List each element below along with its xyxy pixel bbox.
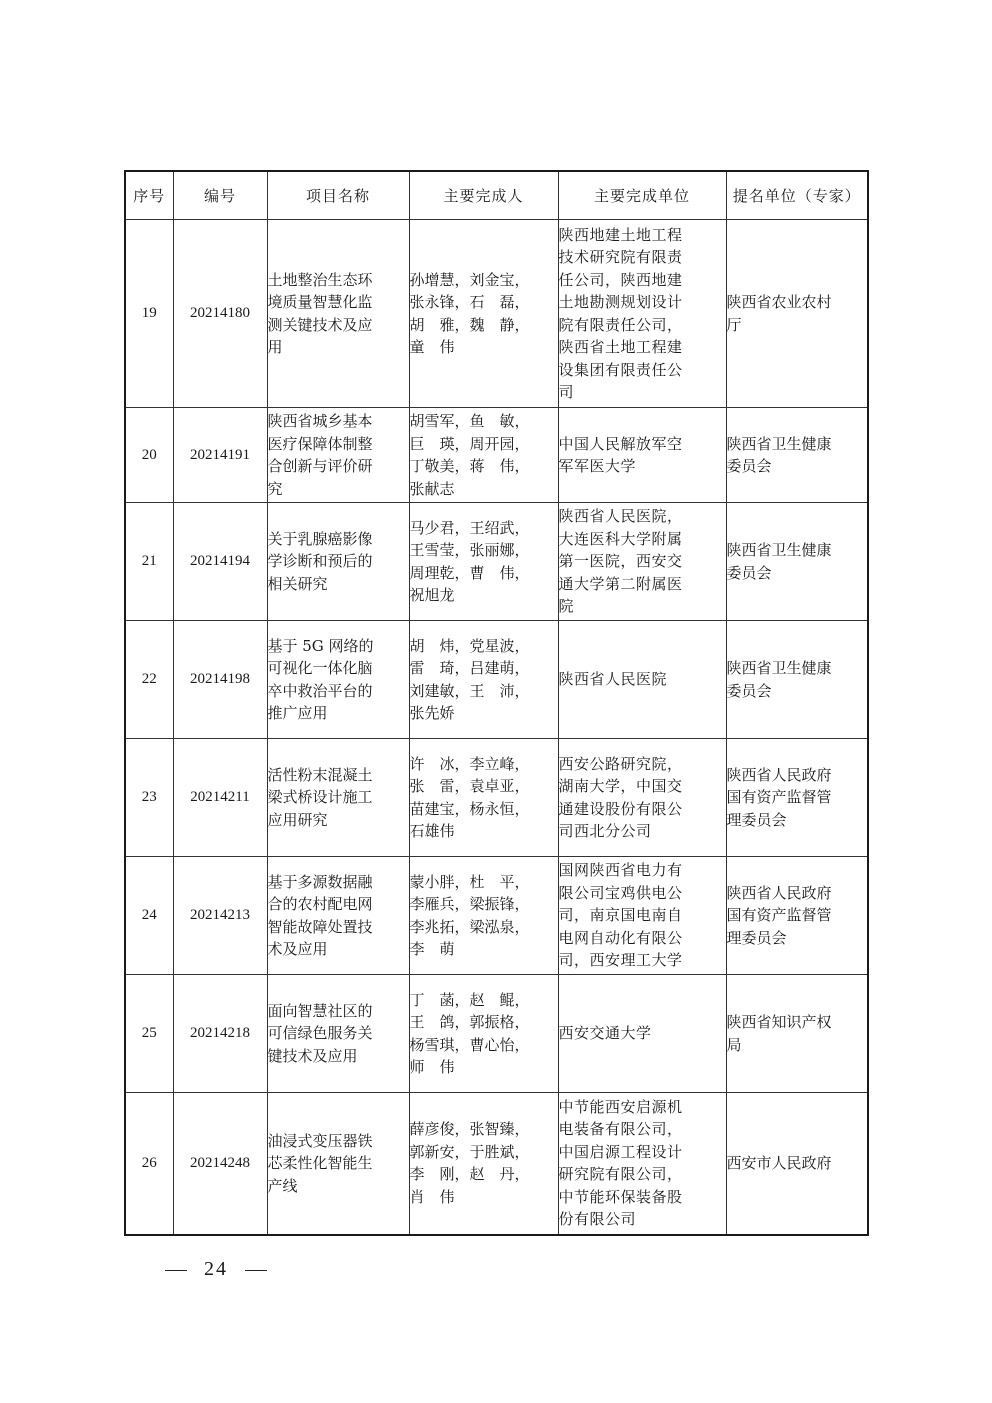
cell-line: 相关研究 (267, 574, 328, 593)
cell-line: 司，西安理工大学 (558, 951, 683, 970)
cell-line: 可视化一体化脑 (267, 659, 373, 677)
page-footer (155, 1258, 277, 1281)
table-row (125, 408, 868, 503)
cell-line: 基于 5G 网络的 (267, 636, 374, 655)
cell-line: 石雄伟 (409, 822, 455, 840)
cell-nominator (726, 621, 868, 739)
cell-line: 设集团有限责任公 (558, 360, 683, 379)
cell-main-units (558, 408, 726, 503)
cell-line: 陕西省知识产权 (726, 1013, 832, 1031)
cell-line: 湖南大学，中国交 (558, 777, 683, 795)
cell-line: 委员会 (726, 681, 772, 700)
cell-line: 院 (558, 597, 575, 616)
cell-line: 通建设股份有限公 (558, 799, 683, 818)
cell-line: 梁式桥设计施工 (267, 788, 373, 807)
cell-nominator (726, 408, 868, 503)
cell-line: 测关键技术及应 (267, 315, 373, 334)
header-seq: 序号 (125, 171, 173, 220)
cell-line: 张献志 (409, 479, 455, 498)
cell-line: 祝旭龙 (409, 586, 455, 604)
cell-line: 陕西省土地工程建 (558, 338, 683, 356)
cell-line: 陕西省农业农村 (726, 293, 832, 311)
cell-main-units (558, 503, 726, 621)
cell-line: 张先娇 (409, 704, 455, 722)
cell-line: 陕西地建土地工程 (558, 225, 683, 244)
header-main-people: 主要完成人 (409, 171, 558, 220)
cell-line: 李 萌 (409, 940, 455, 958)
cell-line: 通大学第二附属医 (558, 574, 683, 593)
table-row (125, 621, 868, 739)
cell-line: 合的农村配电网 (267, 895, 373, 913)
cell-line: 可信绿色服务关 (267, 1024, 373, 1043)
cell-line: 基于多源数据融 (267, 872, 373, 891)
header-nominator: 提名单位（专家） (726, 171, 868, 220)
cell-line: 究 (267, 479, 283, 498)
cell-line: 许 冰，李立峰， (409, 754, 530, 773)
cell-line: 周理乾，曹 伟， (409, 563, 530, 582)
cell-line: 张 雷，袁卓亚， (409, 777, 530, 795)
cell-code: 20214248 (173, 1093, 267, 1235)
cell-line: 王雪莹，张丽娜， (409, 541, 530, 559)
cell-line: 西安市人民政府 (726, 1154, 832, 1172)
cell-main-people (409, 408, 558, 503)
cell-line: 境质量智慧化监 (267, 293, 373, 311)
cell-line: 限公司宝鸡供电公 (558, 883, 683, 902)
cell-line: 司西北分公司 (558, 822, 652, 840)
cell-line: 局 (726, 1035, 742, 1054)
cell-line: 陕西省人民医院， (558, 507, 683, 526)
cell-main-units (558, 739, 726, 857)
table-row (125, 857, 868, 975)
cell-main-units (558, 1093, 726, 1235)
cell-project-name (267, 503, 409, 621)
cell-line: 胡 雅，魏 静， (409, 315, 530, 334)
table-row (125, 975, 868, 1093)
cell-project-name (267, 857, 409, 975)
cell-project-name (267, 1093, 409, 1235)
cell-line: 司，南京国电南自 (558, 906, 683, 925)
cell-line: 郭新安，于胜斌， (409, 1142, 530, 1161)
cell-nominator (726, 975, 868, 1093)
cell-line: 雷 琦，吕建萌， (409, 659, 530, 677)
cell-line: 第一医院，西安交 (558, 552, 683, 571)
cell-line: 理委员会 (726, 810, 787, 829)
cell-line: 陕西省卫生健康 (726, 434, 832, 453)
cell-line: 国网陕西省电力有 (558, 861, 683, 880)
cell-line: 国有资产监督管 (726, 788, 832, 807)
cell-line: 西安交通大学 (558, 1024, 652, 1043)
cell-line: 学诊断和预后的 (267, 552, 373, 571)
cell-seq: 22 (125, 621, 173, 739)
cell-line: 薛彦俊，张智臻， (409, 1120, 530, 1139)
header-code: 编号 (173, 171, 267, 220)
cell-line: 陕西省人民医院 (558, 670, 668, 689)
cell-line: 大连医科大学附属 (558, 529, 683, 548)
table-row (125, 1093, 868, 1235)
cell-code: 20214180 (173, 220, 267, 408)
cell-line: 中节能环保装备股 (558, 1187, 683, 1206)
cell-nominator (726, 1093, 868, 1235)
table-row (125, 739, 868, 857)
cell-line: 术及应用 (267, 940, 328, 958)
cell-line: 中节能西安启源机 (558, 1097, 683, 1116)
cell-seq: 24 (125, 857, 173, 975)
awards-table (124, 170, 869, 1236)
cell-line: 童 伟 (409, 338, 455, 356)
cell-line: 键技术及应用 (267, 1046, 358, 1065)
cell-line: 面向智慧社区的 (267, 1001, 373, 1020)
cell-main-people (409, 857, 558, 975)
cell-seq: 21 (125, 503, 173, 621)
cell-line: 份有限公司 (558, 1210, 637, 1229)
cell-project-name (267, 975, 409, 1093)
cell-main-units (558, 621, 726, 739)
cell-line: 院有限责任公司， (558, 315, 683, 334)
table-header-row (125, 171, 868, 220)
cell-line: 推广应用 (267, 704, 328, 722)
cell-code: 20214218 (173, 975, 267, 1093)
cell-code: 20214198 (173, 621, 267, 739)
cell-line: 厅 (726, 315, 742, 334)
cell-nominator (726, 503, 868, 621)
cell-line: 中国启源工程设计 (558, 1142, 683, 1161)
page-number: 24 (204, 1258, 228, 1280)
cell-main-units (558, 220, 726, 408)
cell-line: 委员会 (726, 457, 772, 475)
cell-line: 合创新与评价研 (267, 457, 373, 475)
cell-line: 技术研究院有限责 (558, 248, 683, 266)
cell-code: 20214211 (173, 739, 267, 857)
cell-main-units (558, 975, 726, 1093)
cell-line: 油浸式变压器铁 (267, 1131, 373, 1150)
cell-line: 苗建宝，杨永恒， (409, 799, 530, 818)
cell-line: 智能故障处置技 (267, 917, 373, 936)
cell-line: 李兆拓，梁泓泉， (409, 917, 530, 936)
cell-project-name (267, 621, 409, 739)
cell-main-units (558, 857, 726, 975)
cell-line: 陕西省城乡基本 (267, 412, 373, 430)
cell-line: 西安公路研究院， (558, 754, 683, 773)
cell-line: 活性粉末混凝土 (267, 765, 373, 784)
header-project-name: 项目名称 (267, 171, 409, 220)
cell-line: 师 伟 (409, 1058, 455, 1076)
cell-nominator (726, 739, 868, 857)
cell-line: 任公司，陕西地建 (558, 270, 683, 289)
cell-seq: 23 (125, 739, 173, 857)
cell-main-people (409, 621, 558, 739)
cell-line: 国有资产监督管 (726, 906, 832, 925)
cell-line: 丁敬美，蒋 伟， (409, 457, 530, 475)
cell-line: 陕西省卫生健康 (726, 659, 832, 677)
cell-nominator (726, 857, 868, 975)
cell-line: 产线 (267, 1176, 298, 1195)
cell-seq: 25 (125, 975, 173, 1093)
cell-line: 肖 伟 (409, 1187, 455, 1206)
cell-seq: 26 (125, 1093, 173, 1235)
cell-seq: 20 (125, 408, 173, 503)
cell-line: 卒中救治平台的 (267, 681, 373, 700)
cell-code: 20214213 (173, 857, 267, 975)
cell-project-name (267, 408, 409, 503)
cell-main-people (409, 1093, 558, 1235)
cell-line: 医疗保障体制整 (267, 434, 373, 453)
header-main-units: 主要完成单位 (558, 171, 726, 220)
cell-nominator (726, 220, 868, 408)
cell-main-people (409, 975, 558, 1093)
cell-line: 巨 瑛，周开园， (409, 434, 530, 453)
cell-main-people (409, 220, 558, 408)
cell-line: 研究院有限公司， (558, 1165, 683, 1184)
cell-line: 马少君，王绍武， (409, 518, 530, 537)
cell-project-name (267, 739, 409, 857)
cell-line: 蒙小胖，杜 平， (409, 872, 530, 891)
cell-line: 丁 菡，赵 鲲， (409, 990, 530, 1009)
cell-line: 军军医大学 (558, 457, 637, 475)
cell-line: 李雁兵，梁振锋， (409, 895, 530, 913)
cell-line: 电网自动化有限公 (558, 928, 683, 947)
cell-line: 司 (558, 383, 575, 401)
footer-dash-right (245, 1270, 267, 1271)
cell-seq: 19 (125, 220, 173, 408)
cell-line: 关于乳腺癌影像 (267, 529, 373, 548)
cell-line: 陕西省人民政府 (726, 883, 832, 902)
cell-line: 王 鸽，郭振格， (409, 1013, 530, 1031)
table-body (125, 220, 868, 1235)
cell-line: 胡 炜，党星波， (409, 636, 530, 655)
cell-line: 理委员会 (726, 928, 787, 947)
cell-line: 孙增慧，刘金宝， (409, 270, 530, 289)
cell-line: 胡雪军，鱼 敏， (409, 412, 530, 430)
cell-line: 电装备有限公司， (558, 1120, 683, 1139)
cell-code: 20214191 (173, 408, 267, 503)
cell-line: 委员会 (726, 563, 772, 582)
cell-line: 土地勘测规划设计 (558, 293, 683, 311)
cell-project-name (267, 220, 409, 408)
cell-line: 李 刚，赵 丹， (409, 1165, 530, 1184)
cell-code: 20214194 (173, 503, 267, 621)
footer-dash-left (165, 1270, 187, 1271)
cell-main-people (409, 739, 558, 857)
cell-main-people (409, 503, 558, 621)
cell-line: 张永锋，石 磊， (409, 293, 530, 311)
cell-line: 应用研究 (267, 810, 328, 829)
table-row (125, 220, 868, 408)
cell-line: 刘建敏，王 沛， (409, 681, 530, 700)
cell-line: 土地整治生态环 (267, 270, 373, 289)
cell-line: 用 (267, 338, 283, 356)
cell-line: 中国人民解放军空 (558, 434, 683, 453)
cell-line: 芯柔性化智能生 (267, 1154, 373, 1172)
cell-line: 陕西省人民政府 (726, 765, 832, 784)
cell-line: 杨雪琪，曹心怡， (409, 1035, 530, 1054)
table-row (125, 503, 868, 621)
cell-line: 陕西省卫生健康 (726, 541, 832, 559)
